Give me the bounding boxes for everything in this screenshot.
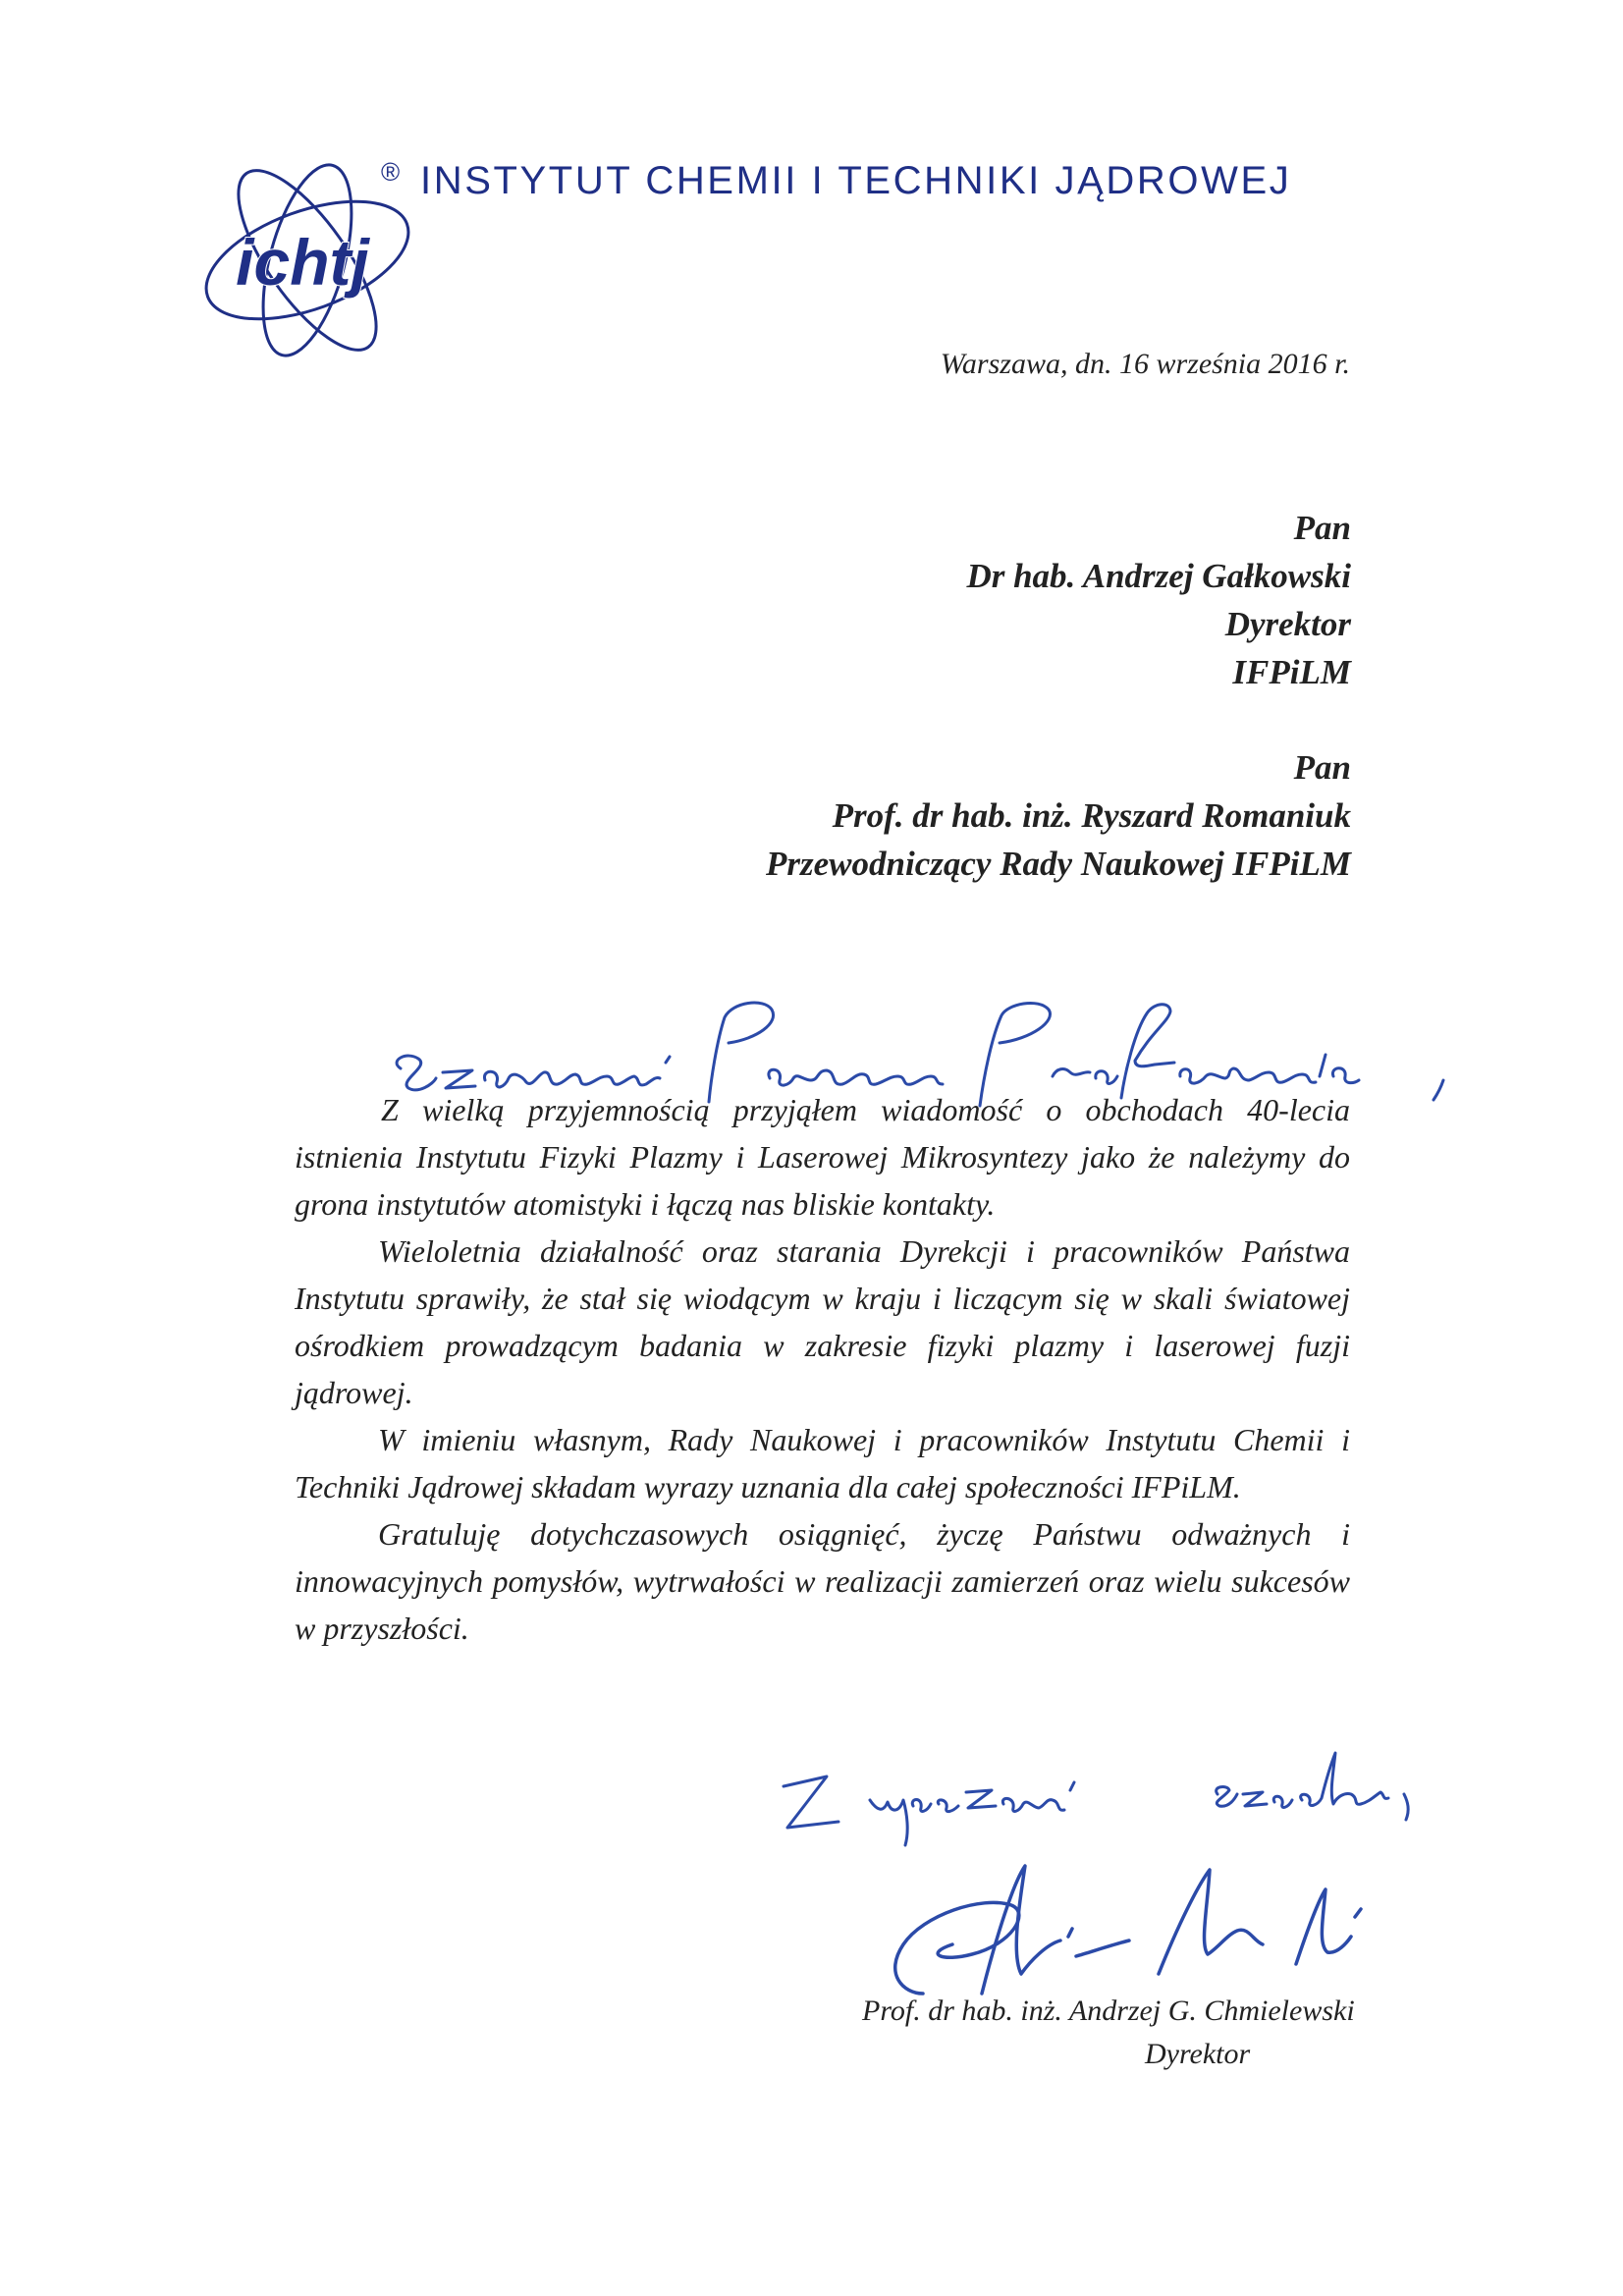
recipient-block-1	[966, 504, 1351, 696]
signature	[864, 1846, 1394, 2003]
recipient-1-line: Pan	[1293, 509, 1351, 547]
recipient-2-line: Prof. dr hab. inż. Ryszard Romaniuk	[832, 796, 1351, 835]
recipient-2-line: Pan	[1293, 748, 1351, 787]
logo-wordmark: ichtj	[236, 226, 369, 299]
body-paragraph: W imieniu własnym, Rady Naukowej i pracowników Instytutu Chemii i Techniki Jądrowej składam wyrazy uznania dla całej społeczności IFPiLM.	[295, 1422, 1350, 1504]
recipient-1-line: Dr hab. Andrzej Gałkowski	[966, 557, 1351, 595]
recipient-1-line: IFPiLM	[1232, 653, 1351, 691]
recipient-1-line: Dyrektor	[1224, 605, 1351, 643]
signatory-role: Dyrektor	[1145, 2038, 1251, 2070]
institute-name: INSTYTUT CHEMII I TECHNIKI JĄDROWEJ	[420, 159, 1292, 202]
recipient-block-2	[766, 743, 1351, 888]
letter-date: Warszawa, dn. 16 września 2016 r.	[940, 348, 1350, 380]
letter-body	[295, 1086, 1350, 1652]
signatory-name: Prof. dr hab. inż. Andrzej G. Chmielewski	[862, 1995, 1355, 2027]
registered-mark: ®	[381, 157, 401, 187]
recipient-2-line: Przewodniczący Rady Naukowej IFPiLM	[766, 845, 1351, 883]
body-paragraph: Z wielką przyjemnością przyjąłem wiadomość o obchodach 40-lecia istnienia Instytutu Fizyki Plazmy i Laserowej Mikrosyntezy jako że należymy do grona instytutów atomistyki i łączą nas bliskie kontakty.	[295, 1092, 1350, 1222]
signatory-block	[862, 1990, 1355, 2076]
body-paragraph: Wieloletnia działalność oraz starania Dyrekcji i pracowników Państwa Instytutu sprawiły, że stał się wiodącym w kraju i liczącym się w skali światowej ośrodkiem prowadzącym badania w zakresie fizyki plazmy i laserowej fuzji jądrowej.	[295, 1233, 1350, 1410]
body-paragraph: Gratuluję dotychczasowych osiągnięć, życzę Państwu odważnych i innowacyjnych pomysłów, wytrwałości w realizacji zamierzeń oraz wielu sukcesów w przyszłości.	[295, 1516, 1350, 1646]
handwritten-closing	[776, 1743, 1463, 1851]
